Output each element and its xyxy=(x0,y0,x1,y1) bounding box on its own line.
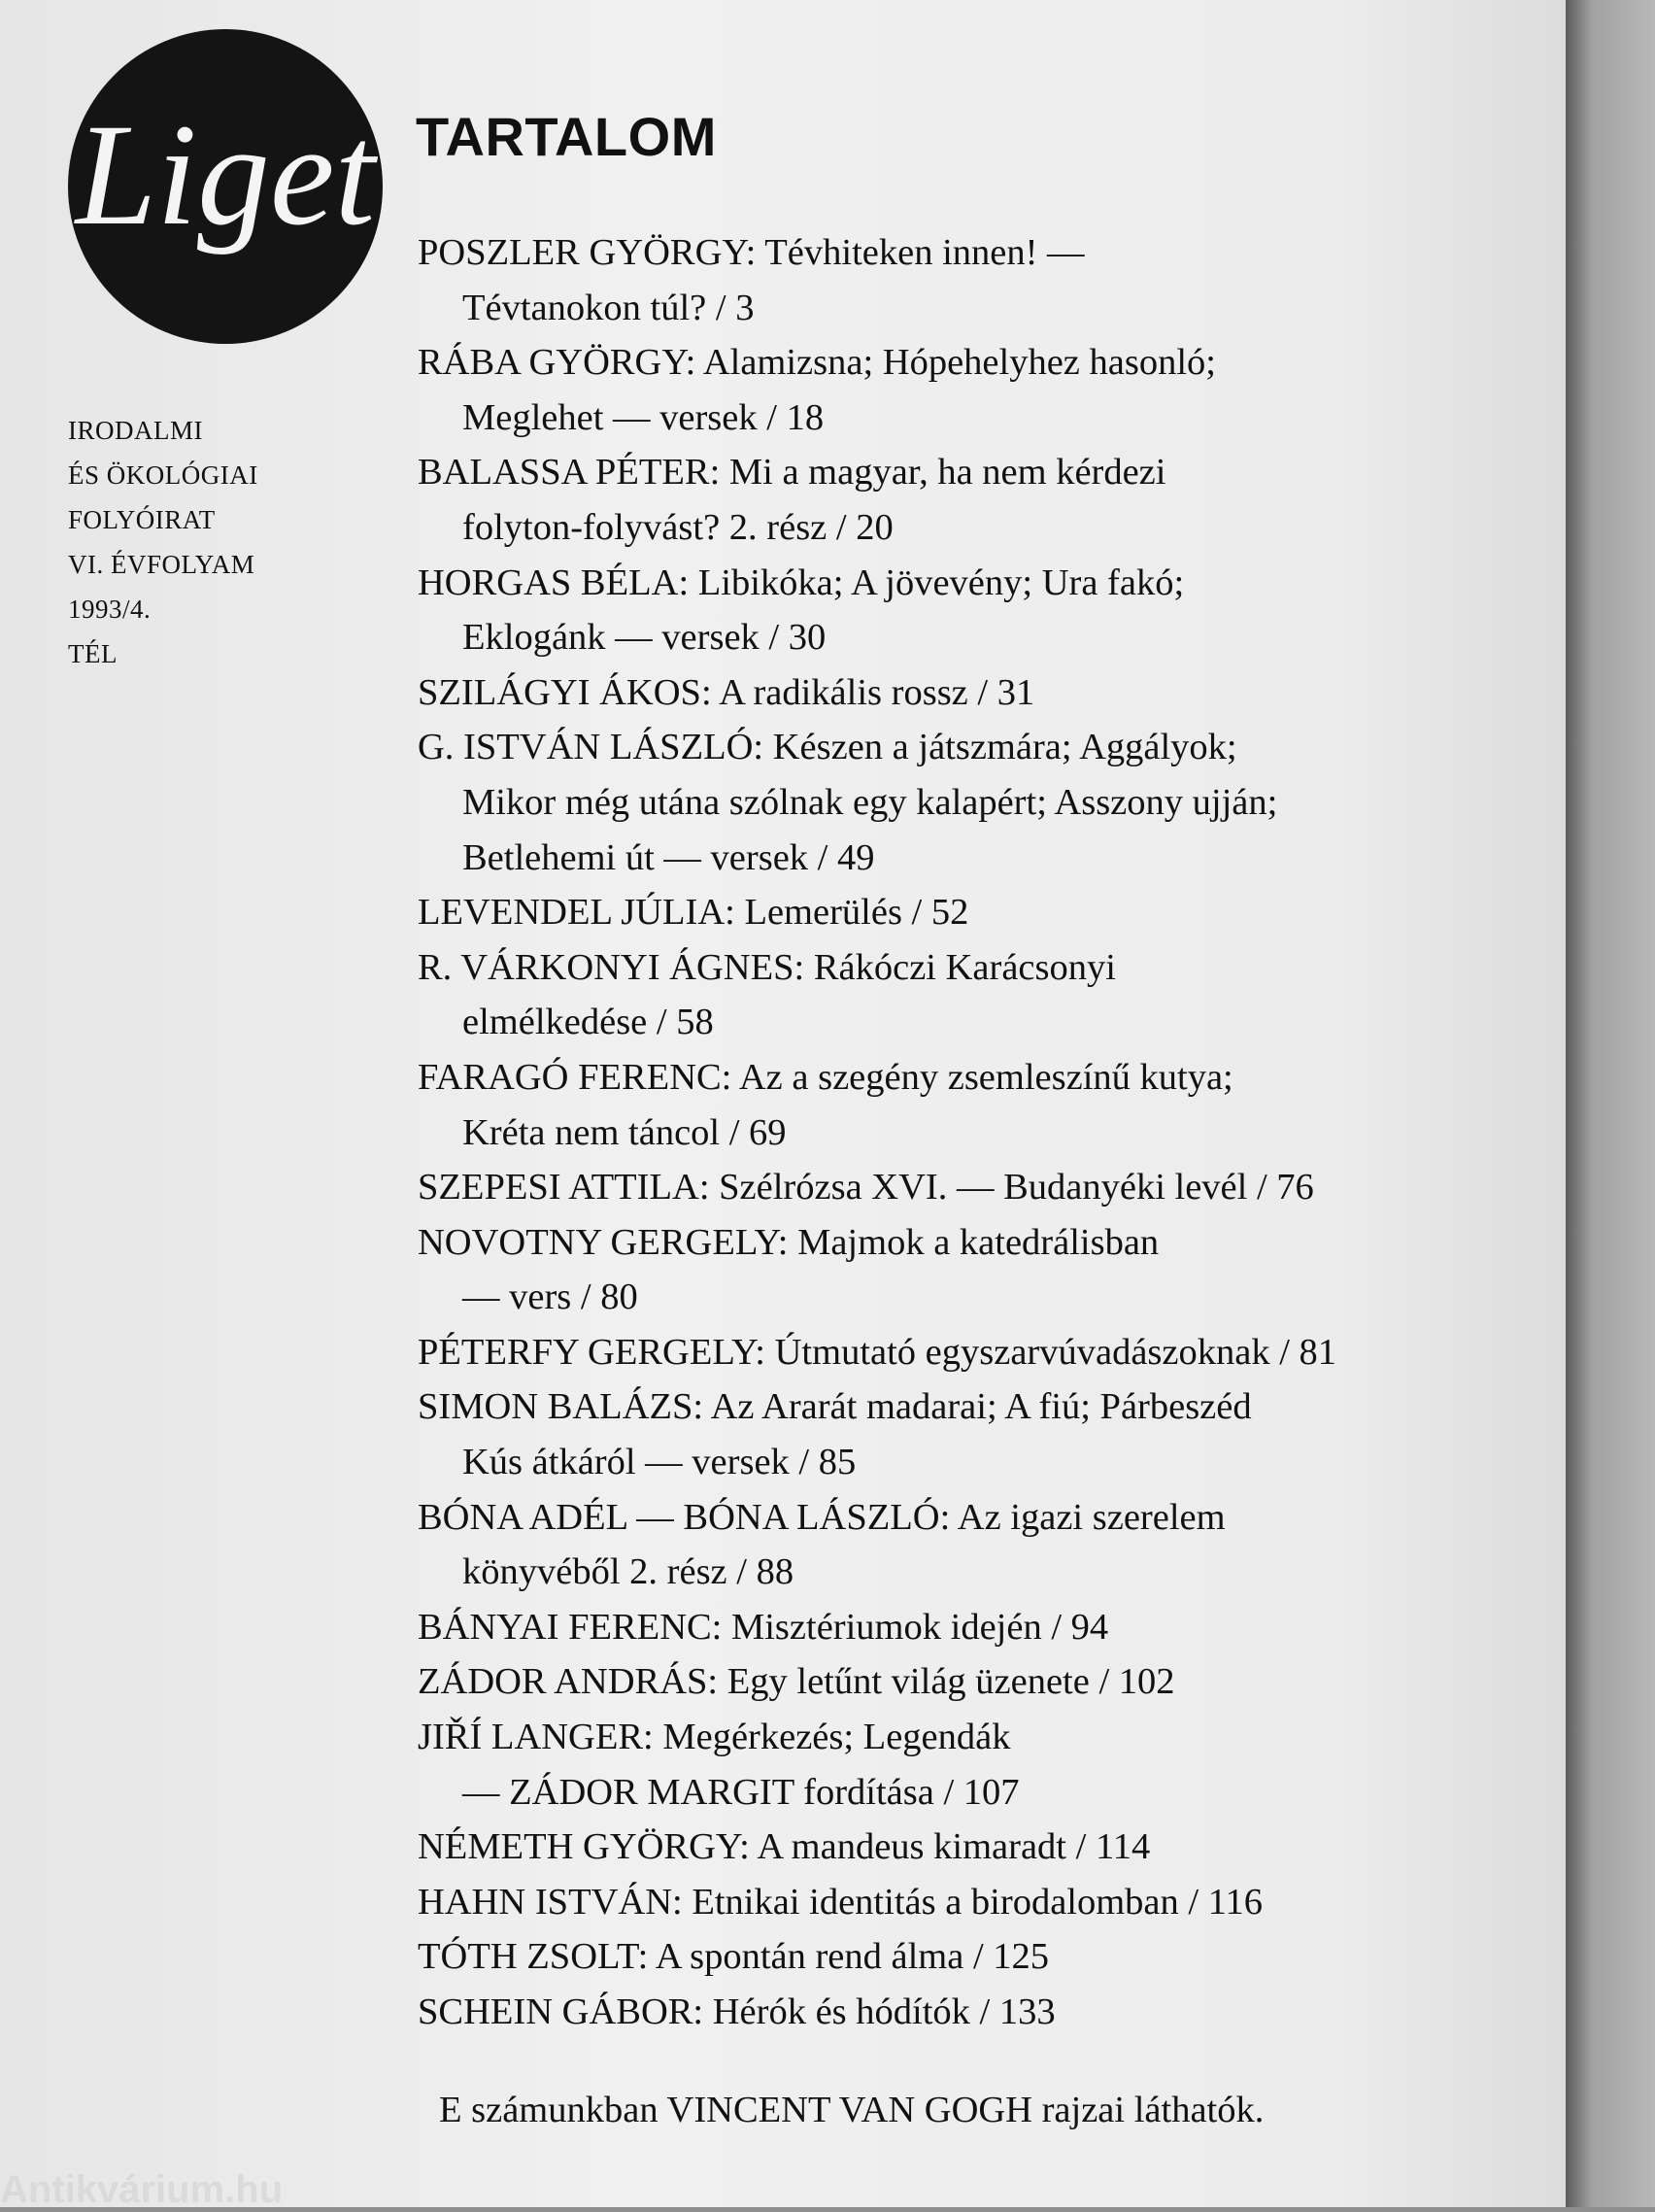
toc-entry xyxy=(418,556,1428,665)
toc-entry xyxy=(418,1160,1428,1215)
toc-entry-line: BÁNYAI FERENC: Misztériumok idején / 94 xyxy=(418,1606,1109,1648)
toc-entry-line: PÉTERFY GERGELY: Útmutató egyszarvúvadászoknak / 81 xyxy=(418,1331,1337,1373)
toc-entry xyxy=(418,885,1428,940)
toc-entry-line: NÉMETH GYÖRGY: A mandeus kimaradt / 114 xyxy=(418,1826,1151,1868)
page-title: TARTALOM xyxy=(416,106,717,167)
toc-entry-line: R. VÁRKONYI ÁGNES: Rákóczi Karácsonyi xyxy=(418,946,1116,988)
toc-entry xyxy=(418,445,1428,555)
publication-info xyxy=(68,408,258,676)
toc-entry xyxy=(418,1654,1428,1710)
publication-info-line: TÉL xyxy=(68,639,118,668)
toc-entry-continuation: Kús átkáról — versek / 85 xyxy=(462,1442,857,1483)
toc-entry-line: LEVENDEL JÚLIA: Lemerülés / 52 xyxy=(418,892,969,934)
toc-entry xyxy=(418,1875,1428,1930)
toc-entry-continuation: Tévtanokon túl? / 3 xyxy=(462,287,755,328)
toc-entry xyxy=(418,1215,1428,1325)
toc-entry-line: NOVOTNY GERGELY: Majmok a katedrálisban xyxy=(418,1221,1160,1263)
toc-entry-continuation: — vers / 80 xyxy=(462,1276,638,1318)
toc-entry-line: G. ISTVÁN LÁSZLÓ: Készen a játszmára; Aggályok; xyxy=(418,727,1237,768)
toc-entry xyxy=(418,1600,1428,1655)
illustration-note: E számunkban VINCENT VAN GOGH rajzai láthatók. xyxy=(439,2090,1265,2130)
toc-entry-line: SZEPESI ATTILA: Szélrózsa XVI. — Budanyéki levél / 76 xyxy=(418,1167,1314,1208)
toc-entry xyxy=(418,225,1428,335)
logo-lettering xyxy=(68,29,383,344)
toc-entry xyxy=(418,335,1428,445)
table-of-contents xyxy=(418,225,1428,2040)
publication-info-line: ÉS ÖKOLÓGIAI xyxy=(68,460,258,490)
toc-entry xyxy=(418,665,1428,721)
toc-entry xyxy=(418,1379,1428,1489)
toc-entry xyxy=(418,1325,1428,1380)
watermark: Antikvárium.hu xyxy=(0,2168,284,2211)
toc-entry-continuation: folyton-folyvást? 2. rész / 20 xyxy=(462,506,894,548)
toc-entry-line: POSZLER GYÖRGY: Tévhiteken innen! — xyxy=(418,232,1085,273)
toc-entry-continuation: — ZÁDOR MARGIT fordítása / 107 xyxy=(462,1771,1020,1813)
toc-entry-line: SCHEIN GÁBOR: Hérók és hódítók / 133 xyxy=(418,1991,1056,2032)
toc-entry-line: BALASSA PÉTER: Mi a magyar, ha nem kérdezi xyxy=(418,452,1166,493)
toc-entry-line: RÁBA GYÖRGY: Alamizsna; Hópehelyhez hasonló; xyxy=(418,342,1216,384)
toc-entry xyxy=(418,1929,1428,1985)
toc-entry-line: HAHN ISTVÁN: Etnikai identitás a birodalomban / 116 xyxy=(418,1881,1264,1923)
toc-entry-continuation: elmélkedése / 58 xyxy=(462,1002,714,1043)
publication-info-line: 1993/4. xyxy=(68,595,152,624)
toc-entry xyxy=(418,1710,1428,1820)
toc-entry-continuation: Mikor még utána szólnak egy kalapért; Asszony ujján; xyxy=(462,781,1278,823)
toc-entry-line: BÓNA ADÉL — BÓNA LÁSZLÓ: Az igazi szerelem xyxy=(418,1496,1226,1538)
toc-entry xyxy=(418,720,1428,885)
toc-entry-line: SIMON BALÁZS: Az Ararát madarai; A fiú; Párbeszéd xyxy=(418,1386,1252,1428)
toc-entry-continuation: könyvéből 2. rész / 88 xyxy=(462,1551,794,1593)
toc-entry-continuation: Meglehet — versek / 18 xyxy=(462,396,825,438)
toc-entry xyxy=(418,1820,1428,1875)
toc-entry xyxy=(418,940,1428,1050)
next-page-edge xyxy=(1566,0,1655,2207)
toc-entry-line: ZÁDOR ANDRÁS: Egy letűnt világ üzenete / 102 xyxy=(418,1661,1175,1703)
publication-info-line: FOLYÓIRAT xyxy=(68,505,216,534)
logo-text: Liget xyxy=(75,94,376,255)
toc-entry-line: HORGAS BÉLA: Libikóka; A jövevény; Ura fakó; xyxy=(418,562,1185,603)
toc-entry-line: FARAGÓ FERENC: Az a szegény zsemleszínű kutya; xyxy=(418,1056,1233,1098)
toc-entry-continuation: Kréta nem táncol / 69 xyxy=(462,1111,787,1153)
toc-entry xyxy=(418,1050,1428,1160)
toc-entry-line: JIŘÍ LANGER: Megérkezés; Legendák xyxy=(418,1717,1011,1758)
toc-entry xyxy=(418,1985,1428,2040)
toc-entry-line: SZILÁGYI ÁKOS: A radikális rossz / 31 xyxy=(418,671,1035,713)
toc-entry-continuation: Eklogánk — versek / 30 xyxy=(462,617,827,659)
publication-info-line: IRODALMI xyxy=(68,416,203,445)
toc-entry xyxy=(418,1490,1428,1600)
toc-entry-line: TÓTH ZSOLT: A spontán rend álma / 125 xyxy=(418,1936,1050,1978)
liget-logo xyxy=(68,29,383,344)
publication-info-line: VI. ÉVFOLYAM xyxy=(68,550,255,579)
toc-entry-continuation: Betlehemi út — versek / 49 xyxy=(462,836,875,878)
